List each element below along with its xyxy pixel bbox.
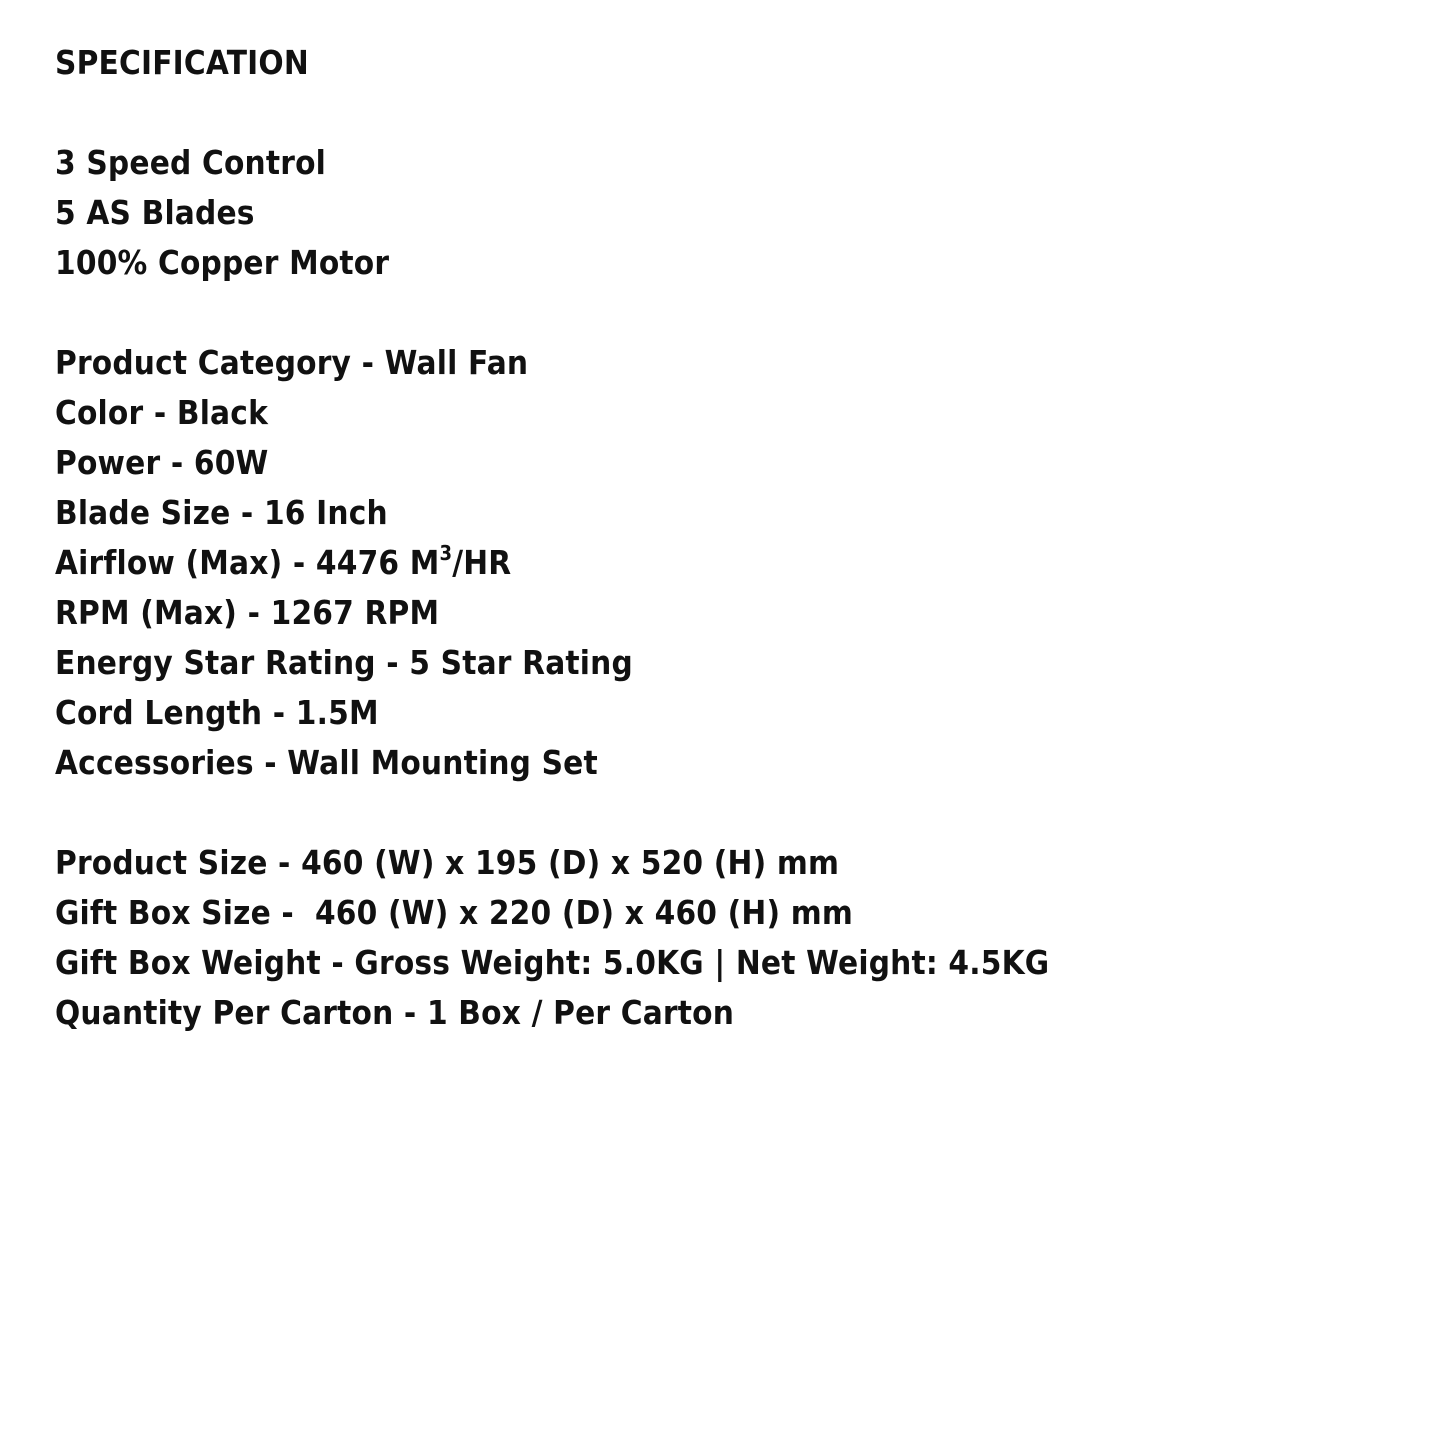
spec-power: Power - 60W [55,443,269,482]
spacer [55,88,1261,138]
spec-accessories: Accessories - Wall Mounting Set [55,743,598,782]
spec-list [55,338,1261,788]
specification-sheet [55,38,1261,1038]
airflow-value: Airflow (Max) - 4476 M [55,543,440,582]
page-title: SPECIFICATION [55,43,309,82]
spec-rpm: RPM (Max) - 1267 RPM [55,593,440,632]
feature-list [55,138,1261,288]
spec-product-category: Product Category - Wall Fan [55,343,529,382]
quantity-per-carton: Quantity Per Carton - 1 Box / Per Carton [55,993,735,1032]
feature-blades: 5 AS Blades [55,193,255,232]
airflow-unit: /HR [452,543,512,582]
spec-color: Color - Black [55,393,269,432]
feature-speed-control: 3 Speed Control [55,143,327,182]
spec-blade-size: Blade Size - 16 Inch [55,493,388,532]
spec-energy-rating: Energy Star Rating - 5 Star Rating [55,643,633,682]
packaging-list [55,838,1261,1038]
spec-airflow [55,538,1261,588]
airflow-exponent: 3 [439,541,453,565]
gift-box-size: Gift Box Size - 460 (W) x 220 (D) x 460 (H) mm [55,893,853,932]
product-size: Product Size - 460 (W) x 195 (D) x 520 (H) mm [55,843,840,882]
feature-motor: 100% Copper Motor [55,243,390,282]
gift-box-weight: Gift Box Weight - Gross Weight: 5.0KG | Net Weight: 4.5KG [55,943,1050,982]
spacer [55,788,1261,838]
spacer [55,288,1261,338]
spec-cord-length: Cord Length - 1.5M [55,693,379,732]
